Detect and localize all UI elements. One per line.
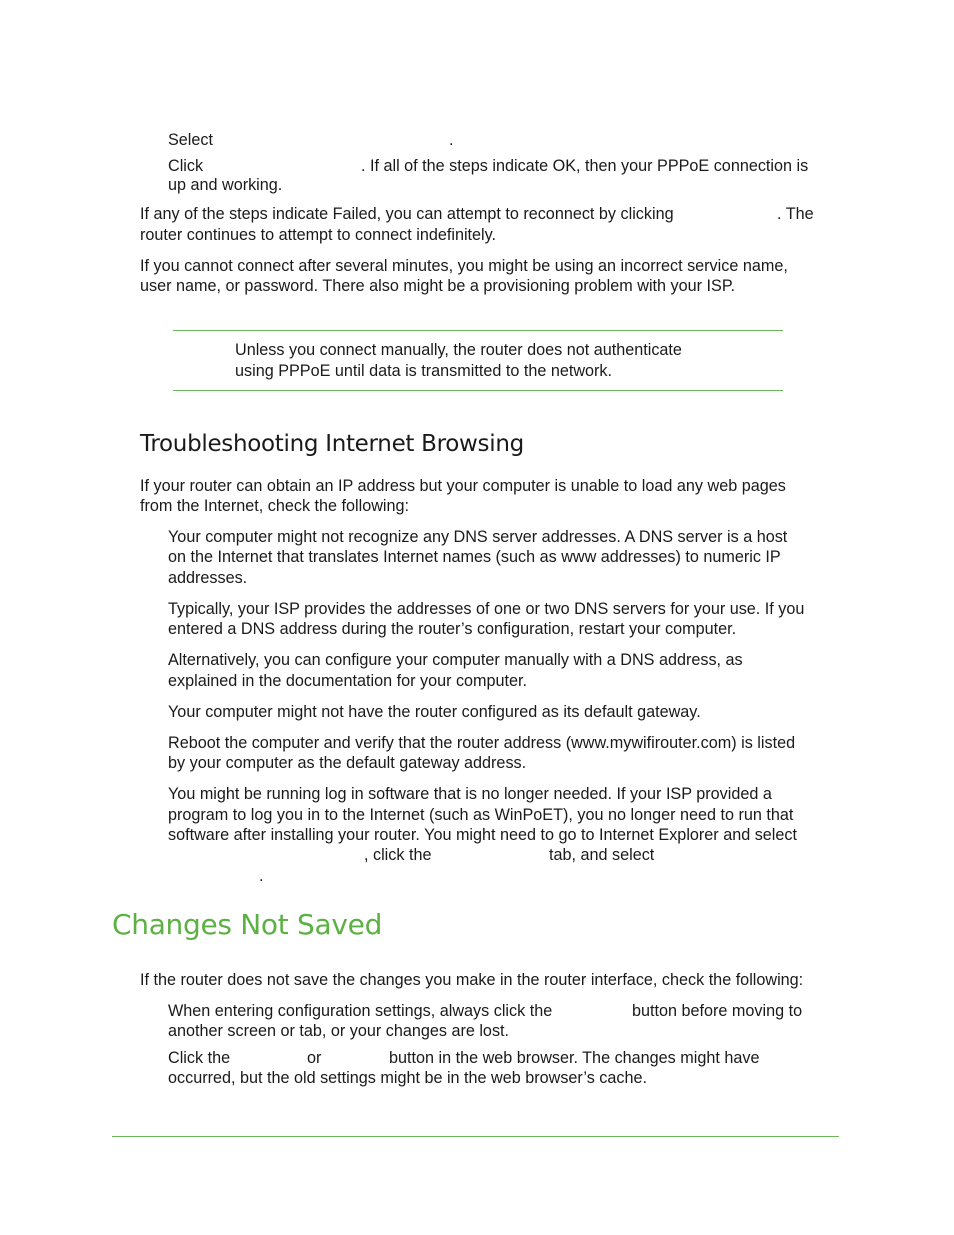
- changes-intro: If the router does not save the changes you make in the router interface, check the following:: [140, 971, 804, 989]
- changes-b1-line1b: button before moving to: [632, 1002, 803, 1020]
- login-line2: program to log you in to the Internet (such as WinPoET), you no longer need to run that: [168, 806, 794, 824]
- changes-b2-line1b: or: [307, 1049, 322, 1067]
- changes-b2-line1a: Click the: [168, 1049, 231, 1067]
- step-click-rest-2: up and working.: [168, 176, 283, 194]
- browsing-intro-1: If your router can obtain an IP address but your computer is unable to load any web pages: [140, 477, 786, 495]
- dns-line1: Your computer might not recognize any DNS server addresses. A DNS server is a host: [168, 528, 788, 546]
- dns-line2: on the Internet that translates Internet names (such as www addresses) to numeric IP: [168, 548, 781, 566]
- step-click-rest: . If all of the steps indicate OK, then your PPPoE connection is: [361, 157, 809, 175]
- step-click-text: Click: [168, 157, 204, 175]
- changes-b1-line2: another screen or tab, or your changes are lost.: [168, 1022, 510, 1040]
- note-bottom-rule: [173, 390, 783, 391]
- para-failed-line1b: . The: [777, 205, 814, 223]
- para-failed-line1a: If any of the steps indicate Failed, you can attempt to reconnect by clicking: [140, 205, 674, 223]
- footer-rule: [112, 1136, 839, 1137]
- para-cannot-line2: user name, or password. There also might be a provisioning problem with your ISP.: [140, 277, 736, 295]
- heading-changes-not-saved: Changes Not Saved: [112, 908, 383, 941]
- browsing-intro-2: from the Internet, check the following:: [140, 497, 410, 515]
- typical-line1: Typically, your ISP provides the addresses of one or two DNS servers for your use. If you: [168, 600, 805, 618]
- alt-line1: Alternatively, you can configure your computer manually with a DNS address, as: [168, 651, 743, 669]
- para-failed-line2: router continues to attempt to connect indefinitely.: [140, 226, 497, 244]
- note-line2: using PPPoE until data is transmitted to the network.: [235, 362, 613, 380]
- para-cannot-line1: If you cannot connect after several minutes, you might be using an incorrect service name,: [140, 257, 788, 275]
- login-line1: You might be running log in software that is no longer needed. If your ISP provided a: [168, 785, 772, 803]
- note-line1: Unless you connect manually, the router does not authenticate: [235, 341, 682, 359]
- reboot-line1: Reboot the computer and verify that the router address (www.mywifirouter.com) is listed: [168, 734, 796, 752]
- login-line3: software after installing your router. You might need to go to Internet Explorer and select: [168, 826, 797, 844]
- note-top-rule: [173, 330, 783, 331]
- gateway-line1: Your computer might not have the router configured as its default gateway.: [168, 703, 701, 721]
- step-select-text: Select: [168, 131, 213, 149]
- heading-browsing: Troubleshooting Internet Browsing: [140, 431, 524, 457]
- changes-b2-line2: occurred, but the old settings might be in the web browser’s cache.: [168, 1069, 647, 1087]
- typical-line2: entered a DNS address during the router’s configuration, restart your computer.: [168, 620, 737, 638]
- reboot-line2: by your computer as the default gateway address.: [168, 754, 527, 772]
- login-line4a: , click the: [364, 846, 432, 864]
- step-select-period: .: [449, 131, 454, 149]
- changes-b1-line1a: When entering configuration settings, always click the: [168, 1002, 553, 1020]
- alt-line2: explained in the documentation for your computer.: [168, 672, 528, 690]
- login-line4b: tab, and select: [549, 846, 655, 864]
- changes-b2-line1c: button in the web browser. The changes might have: [389, 1049, 760, 1067]
- dns-line3: addresses.: [168, 569, 248, 587]
- login-line5: .: [259, 867, 264, 885]
